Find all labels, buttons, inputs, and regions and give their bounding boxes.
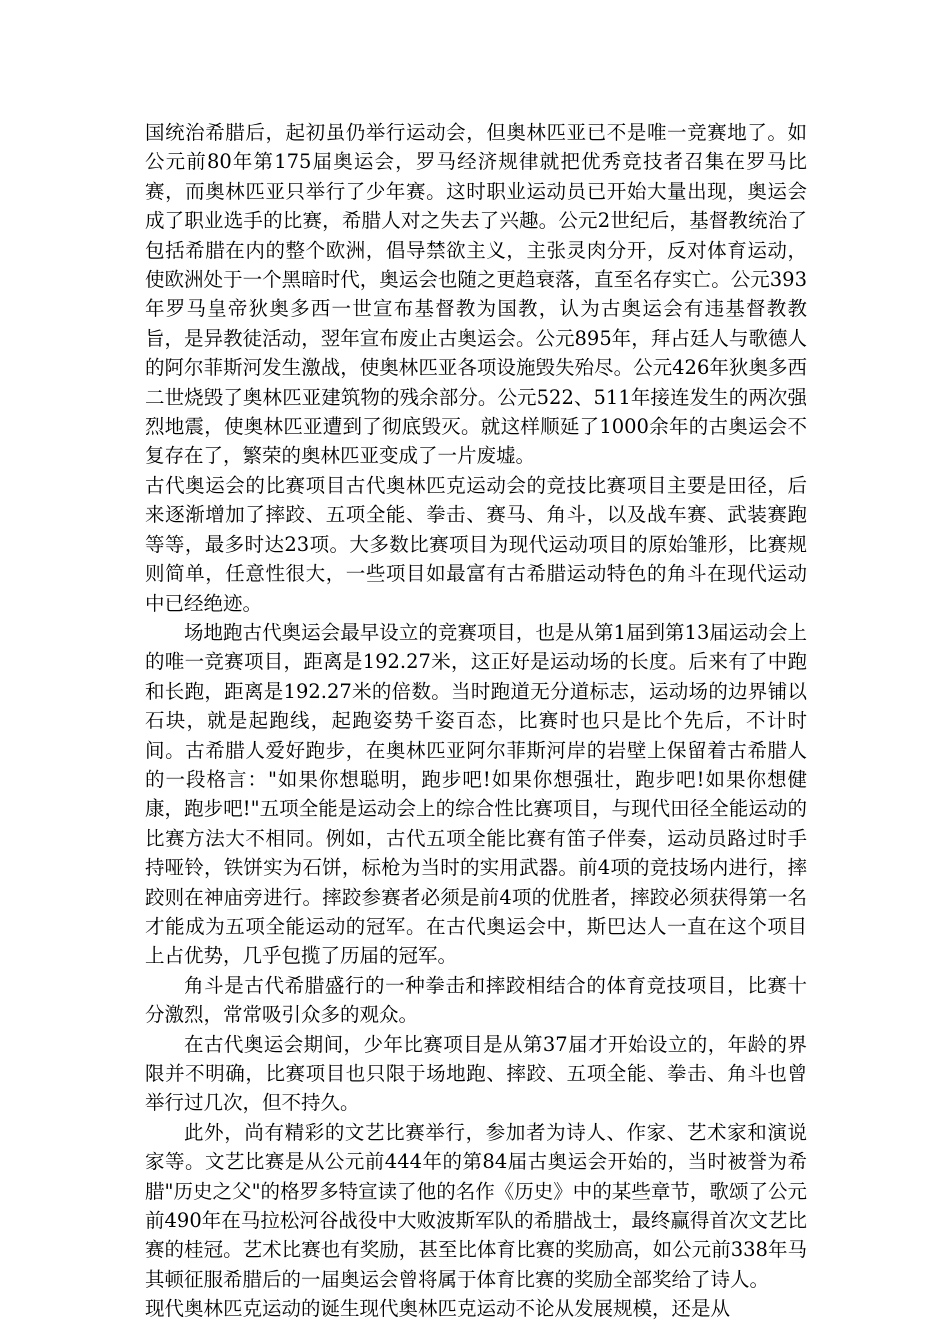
paragraph-stadium-race-and-pentathlon: 场地跑古代奥运会最早设立的竞赛项目，也是从第1届到第13届运动会上的唯一竞赛项目，距离是192.27米，这正好是运动场的长度。后来有了中跑和长跑，距离是192.27米的倍数。当时跑道无分道标志，运动场的边界铺以石块，就是起跑线，起跑姿势千姿百态，比赛时也只是比个先后，不计时间。古希腊人爱好跑步，在奥林匹亚阿尔菲斯河岸的岩壁上保留着古希腊人的一段格言："如果你想聪明，跑步吧!如果你想强壮，跑步吧!如果你想健康，跑步吧!"五项全能是运动会上的综合性比赛项目，与现代田径全能运动的比赛方法大不相同。例如，古代五项全能比赛有笛子伴奏，运动员路过时手持哑铃，铁饼实为石饼，标枪为当时的实用武器。前4项的竞技场内进行，摔跤则在神庙旁进行。摔跤参赛者必须是前4项的优胜者，摔跤必须获得第一名才能成为五项全能运动的冠军。在古代奥运会中，斯巴达人一直在这个项目上占优势，几乎包揽了历届的冠军。 bbox=[145, 620, 807, 968]
paragraph-ancient-events-overview: 古代奥运会的比赛项目古代奥林匹克运动会的竞技比赛项目主要是田径，后来逐渐增加了摔跤、五项全能、拳击、赛马、角斗，以及战车赛、武装赛跑等等，最多时达23项。大多数比赛项目为现代运动项目的原始雏形，比赛规则简单，任意性很大，一些项目如最富有古希腊运动特色的角斗在现代运动中已经绝迹。 bbox=[145, 473, 807, 615]
document-body bbox=[145, 118, 807, 1324]
paragraph-pankration: 角斗是古代希腊盛行的一种拳击和摔跤相结合的体育竞技项目，比赛十分激烈，常常吸引众多的观众。 bbox=[145, 973, 807, 1027]
paragraph-decline-of-ancient-games: 国统治希腊后，起初虽仍举行运动会，但奥林匹亚已不是唯一竞赛地了。如公元前80年第175届奥运会，罗马经济规律就把优秀竞技者召集在罗马比赛，而奥林匹亚只举行了少年赛。这时职业运动员已开始大量出现，奥运会成了职业选手的比赛，希腊人对之失去了兴趣。公元2世纪后，基督教统治了包括希腊在内的整个欧洲，倡导禁欲主义，主张灵肉分开，反对体育运动，使欧洲处于一个黑暗时代，奥运会也随之更趋衰落，直至名存实亡。公元393年罗马皇帝狄奥多西一世宣布基督教为国教，认为古奥运会有违基督教教旨，是异教徒活动，翌年宣布废止古奥运会。公元895年，拜占廷人与歌德人的阿尔菲斯河发生激战，使奥林匹亚各项设施毁失殆尽。公元426年狄奥多西二世烧毁了奥林匹亚建筑物的残余部分。公元522、511年接连发生的两次强烈地震，使奥林匹亚遭到了彻底毁灭。就这样顺延了1000余年的古奥运会不复存在了，繁荣的奥林匹亚变成了一片废墟。 bbox=[145, 121, 807, 468]
paragraph-youth-events: 在古代奥运会期间，少年比赛项目是从第37届才开始设立的，年龄的界限并不明确，比赛项目也只限于场地跑、摔跤、五项全能、拳击、角斗也曾举行过几次，但不持久。 bbox=[145, 1032, 807, 1115]
paragraph-modern-olympics-intro: 现代奥林匹克运动的诞生现代奥林匹克运动不论从发展规模，还是从 bbox=[145, 1297, 731, 1321]
paragraph-arts-competitions: 此外，尚有精彩的文艺比赛举行，参加者为诗人、作家、艺术家和演说家等。文艺比赛是从公元前444年的第84届古奥运会开始的，当时被誉为希腊"历史之父"的格罗多特宣读了他的名作《历史》中的某些章节，歌颂了公元前490年在马拉松河谷战役中大败波斯军队的希腊战士，最终赢得首次文艺比赛的桂冠。艺术比赛也有奖励，甚至比体育比赛的奖励高，如公元前338年马其顿征服希腊后的一届奥运会曾将属于体育比赛的奖励全部奖给了诗人。 bbox=[145, 1120, 807, 1291]
